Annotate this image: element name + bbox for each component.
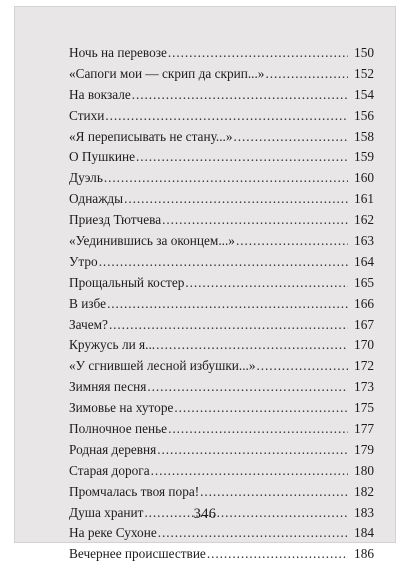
- dot-leader: [168, 421, 348, 437]
- dot-leader: [151, 463, 348, 479]
- toc-entry-page: 156: [354, 107, 374, 123]
- toc-entry-page: 177: [354, 421, 374, 437]
- toc-entry: [69, 87, 374, 108]
- toc-entry-title: Дуэль: [69, 170, 103, 186]
- toc-entry-page: 182: [354, 483, 374, 499]
- toc-entry: [69, 421, 374, 442]
- book-page: [14, 6, 396, 562]
- table-of-contents: [69, 45, 374, 567]
- toc-entry-page: 158: [354, 128, 374, 144]
- toc-entry-page: 172: [354, 358, 374, 374]
- page-number: 346: [193, 506, 217, 522]
- toc-entry: [69, 358, 374, 379]
- dot-leader: [200, 484, 348, 500]
- toc-entry-page: 162: [354, 212, 374, 228]
- dot-leader: [257, 358, 348, 374]
- toc-entry-page: 159: [354, 149, 374, 165]
- dot-leader: [156, 337, 348, 353]
- dot-leader: [147, 379, 348, 395]
- dot-leader: [236, 233, 348, 249]
- toc-entry-title: Вечернее происшествие: [69, 546, 206, 562]
- toc-entry-title: Стихи: [69, 107, 105, 123]
- toc-entry-page: 163: [354, 233, 374, 249]
- toc-entry-title: «Уединившись за оконцем...»: [69, 233, 235, 249]
- toc-entry-title: Ночь на перевозе: [69, 45, 167, 60]
- toc-entry-page: 150: [354, 45, 374, 60]
- toc-entry-title: Зимовье на хуторе: [69, 400, 174, 416]
- toc-entry: [69, 546, 374, 567]
- dot-leader: [136, 149, 348, 165]
- toc-entry-page: 167: [354, 316, 374, 332]
- dot-leader: [109, 317, 348, 333]
- toc-entry-title: Зачем?: [69, 316, 108, 332]
- toc-entry-page: 152: [354, 65, 374, 81]
- toc-entry-page: 170: [354, 337, 374, 353]
- toc-entry-title: Однажды: [69, 191, 124, 207]
- toc-entry-page: 161: [354, 191, 374, 207]
- toc-entry-page: 186: [354, 546, 374, 562]
- toc-entry: [69, 275, 374, 296]
- toc-entry-page: 175: [354, 400, 374, 416]
- toc-entry-title: Промчалась твоя пора!: [69, 483, 200, 499]
- toc-entry-page: 166: [354, 295, 374, 311]
- dot-leader: [265, 66, 348, 82]
- dot-leader: [104, 170, 348, 186]
- toc-entry-title: «Я переписывать не стану...»: [69, 128, 233, 144]
- dot-leader: [124, 191, 348, 207]
- toc-entry-title: Прощальный костер: [69, 274, 185, 290]
- toc-entry-title: «Сапоги мои — скрип да скрип...»: [69, 65, 265, 81]
- toc-entry-page: 180: [354, 462, 374, 478]
- toc-entry: [69, 212, 374, 233]
- toc-entry: [69, 191, 374, 212]
- dot-leader: [234, 129, 348, 145]
- toc-entry-page: 165: [354, 274, 374, 290]
- toc-entry: [69, 233, 374, 254]
- toc-entry: [69, 66, 374, 87]
- toc-entry-title: Зимняя песня: [69, 379, 147, 395]
- toc-entry-title: Утро: [69, 253, 98, 269]
- dot-leader: [132, 87, 348, 103]
- toc-entry: [69, 45, 374, 66]
- toc-entry: [69, 108, 374, 129]
- dot-leader: [174, 400, 348, 416]
- toc-entry-title: В избе: [69, 295, 107, 311]
- toc-entry: [69, 317, 374, 338]
- toc-entry: [69, 463, 374, 484]
- dot-leader: [107, 296, 348, 312]
- dot-leader: [162, 212, 348, 228]
- toc-entry-title: Полночное пенье: [69, 421, 168, 437]
- toc-entry: [69, 129, 374, 150]
- toc-entry-title: О Пушкине: [69, 149, 136, 165]
- toc-entry-title: Приезд Тютчева: [69, 212, 162, 228]
- toc-entry-page: 160: [354, 170, 374, 186]
- toc-entry: [69, 337, 374, 358]
- dot-leader: [105, 108, 348, 124]
- dot-leader: [158, 525, 348, 541]
- dot-leader: [168, 45, 348, 61]
- toc-entry: [69, 254, 374, 275]
- toc-entry: [69, 149, 374, 170]
- toc-entry-page: 154: [354, 86, 374, 102]
- toc-entry-title: «У сгнившей лесной избушки...»: [69, 358, 256, 374]
- toc-entry: [69, 484, 374, 505]
- toc-entry: [69, 400, 374, 421]
- toc-entry: [69, 442, 374, 463]
- toc-entry-page: 173: [354, 379, 374, 395]
- toc-entry: [69, 525, 374, 546]
- dot-leader: [157, 442, 348, 458]
- toc-entry-title: На реке Сухоне: [69, 525, 157, 541]
- dot-leader: [99, 254, 348, 270]
- toc-entry-title: Душа хранит: [69, 504, 144, 520]
- toc-entry: [69, 379, 374, 400]
- dot-leader: [185, 275, 348, 291]
- toc-entry: [69, 170, 374, 191]
- toc-entry-page: 184: [354, 525, 374, 541]
- toc-entry-page: 183: [354, 504, 374, 520]
- toc-entry-page: 179: [354, 441, 374, 457]
- toc-entry-page: 164: [354, 253, 374, 269]
- toc-entry: [69, 296, 374, 317]
- toc-entry-title: Старая дорога: [69, 462, 150, 478]
- toc-entry-title: Кружусь ли я...: [69, 337, 156, 353]
- toc-entry-title: Родная деревня: [69, 441, 157, 457]
- toc-entry-title: На вокзале: [69, 86, 131, 102]
